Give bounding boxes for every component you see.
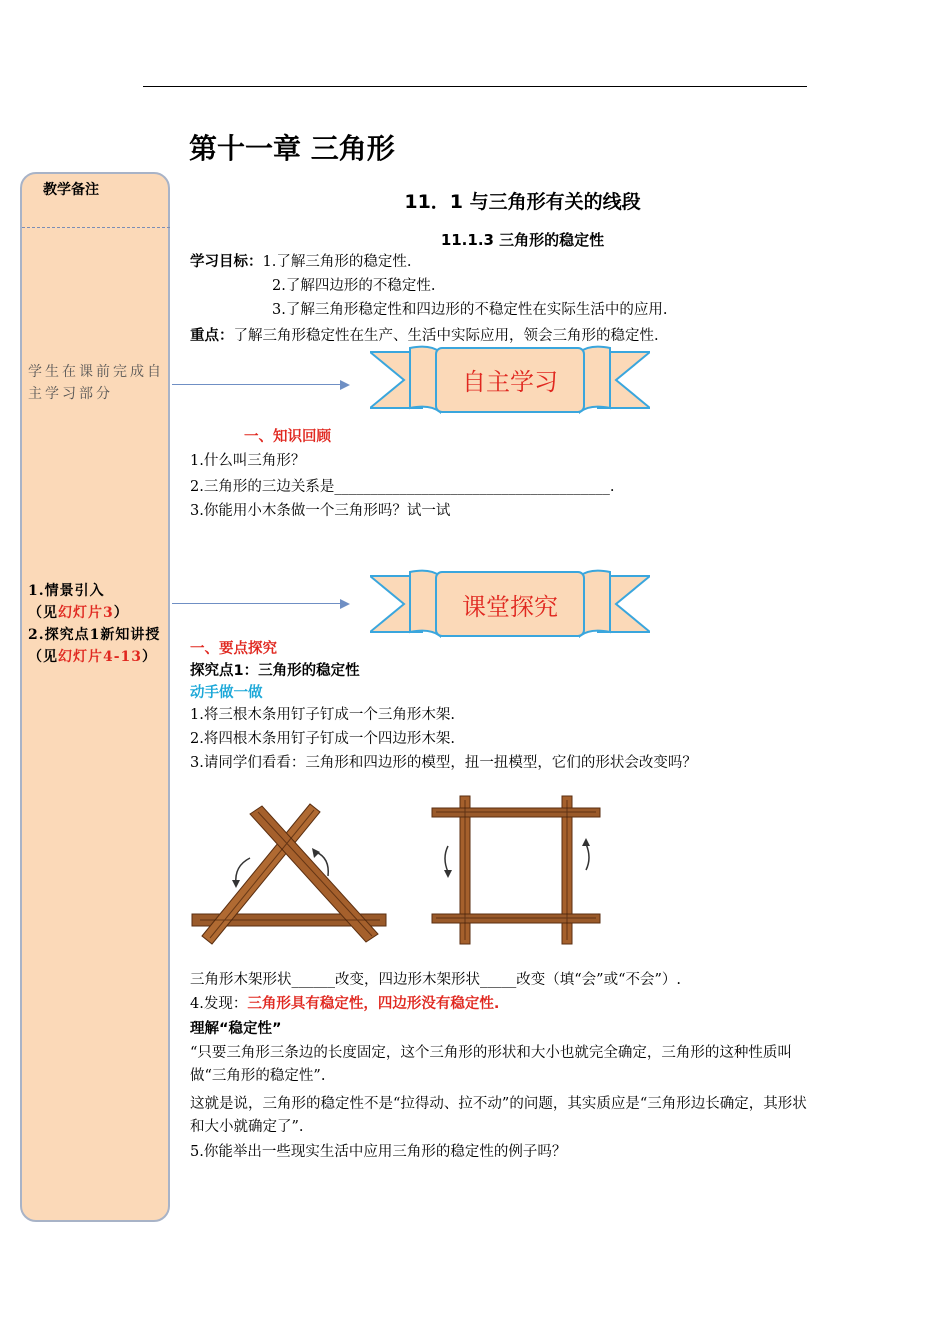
arrow-line — [172, 603, 342, 604]
triangle-wood-frame-illustration — [190, 796, 390, 946]
sidebar-note-line: （见幻灯片3） — [28, 605, 129, 621]
explanation-paragraph: 这就是说，三角形的稳定性不是“拉得动、拉不动”的问题，其实质应是“三角形边长确定，其形状和大小就确定了”. — [190, 1096, 807, 1135]
activity-heading: 动手做一做 — [190, 685, 263, 701]
arrow-head-icon — [340, 380, 350, 390]
key-point-text: 了解三角形稳定性在生产、生活中实际应用，领会三角形的稳定性. — [233, 328, 659, 344]
objective-line — [190, 251, 411, 273]
sidebar-note-line: 2.探究点1新知讲授 — [28, 627, 161, 643]
sidebar-note-lesson-flow — [28, 580, 170, 668]
objective-item: 1.了解三角形的稳定性. — [262, 254, 412, 270]
activity-step: 2.将四根木条用钉子钉成一个四边形木架. — [190, 731, 455, 747]
sidebar-divider — [22, 227, 170, 228]
understand-heading: 理解“稳定性” — [190, 1021, 282, 1037]
arrow-line — [172, 384, 342, 385]
objective-item: 3.了解三角形稳定性和四边形的不稳定性在实际生活中的应用. — [272, 302, 668, 318]
activity-step: 1.将三根木条用钉子钉成一个三角形木架. — [190, 707, 455, 723]
chapter-title: 第十一章 三角形 — [189, 132, 395, 165]
subsection-title: 11.1.3 三角形的稳定性 — [440, 231, 605, 249]
activity-step: 3.请同学们看看：三角形和四边形的模型，扭一扭模型，它们的形状会改变吗？ — [190, 755, 697, 771]
explore-point-title: 探究点1：三角形的稳定性 — [190, 663, 360, 679]
question-5: 5.你能举出一些现实生活中应用三角形的稳定性的例子吗？ — [190, 1144, 567, 1160]
rotate-arrow-icon — [586, 844, 589, 870]
sidebar-note-line: （见幻灯片4-13） — [28, 649, 158, 665]
explanation-paragraph: “只要三角形三条边的长度固定，这个三角形的形状和大小也就完全确定，三角形的这种性质叫做“三角形的稳定性”. — [190, 1045, 792, 1084]
top-rule — [143, 86, 807, 87]
slide-ref: 幻灯片4-13 — [58, 649, 143, 665]
teaching-notes-sidebar — [20, 172, 170, 1222]
key-point-label: 重点： — [190, 328, 234, 344]
sidebar-note-self-study: 学生在课前完成自主学习部分 — [28, 364, 164, 402]
fill-blank-question: 三角形木架形状______改变，四边形木架形状_____改变（填“会”或“不会”）. — [190, 972, 682, 988]
review-question: 3.你能用小木条做一个三角形吗？试一试 — [190, 503, 451, 519]
finding-label: 4.发现： — [190, 996, 248, 1012]
finding-text: 三角形具有稳定性，四边形没有稳定性. — [247, 996, 500, 1012]
review-heading: 一、知识回顾 — [244, 429, 331, 445]
sidebar-note-line: 1.情景引入 — [28, 583, 105, 599]
slide-ref: 幻灯片3 — [58, 605, 114, 621]
objectives-label: 学习目标： — [190, 254, 263, 270]
review-question: 2.三角形的三边关系是______________________________________. — [190, 479, 615, 495]
explore-heading: 一、要点探究 — [190, 641, 277, 657]
objective-item: 2.了解四边形的不稳定性. — [272, 278, 436, 294]
sidebar-heading: 教学备注 — [43, 182, 99, 198]
arrow-head-icon — [340, 599, 350, 609]
rotate-arrow-icon — [445, 846, 448, 872]
banner-title: 课堂探究 — [462, 593, 558, 621]
section-title: 11．1 与三角形有关的线段 — [404, 191, 641, 213]
review-question: 1.什么叫三角形？ — [190, 453, 306, 469]
banner-title: 自主学习 — [462, 368, 558, 396]
quadrilateral-wood-frame-illustration — [430, 794, 602, 946]
finding-line — [190, 993, 499, 1015]
